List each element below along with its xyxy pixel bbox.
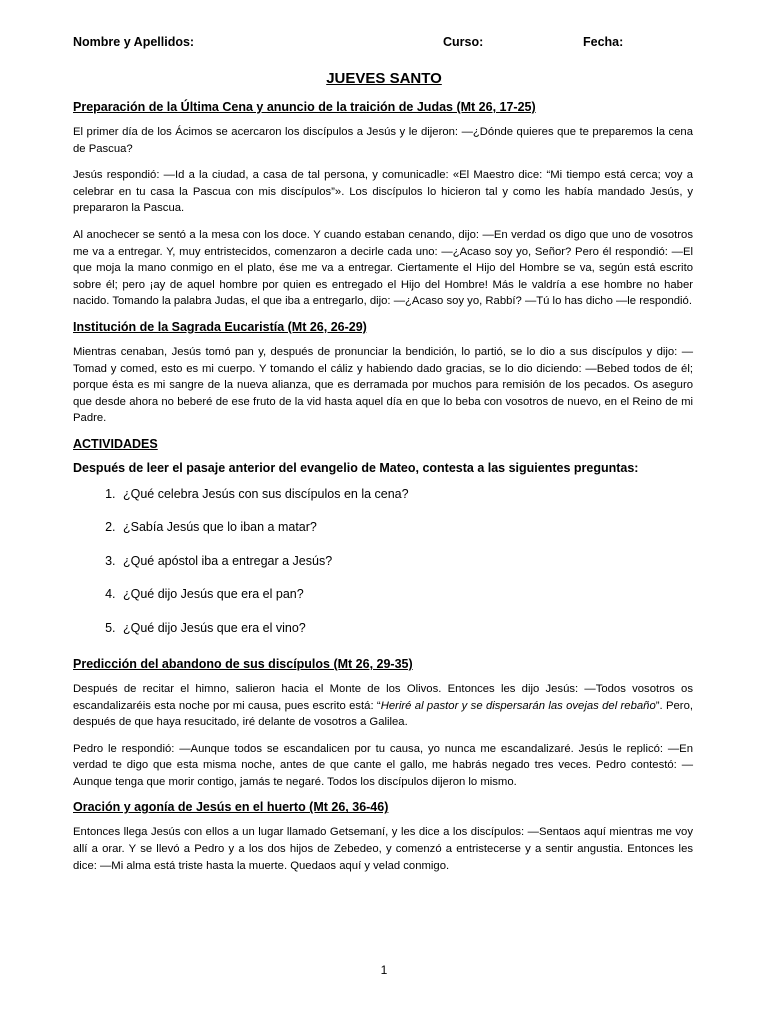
section-last-supper	[73, 100, 693, 310]
paragraph: Pedro le respondió: —Aunque todos se escandalicen por tu causa, yo nunca me escandalizaré. Jesús le replicó: —En verdad te digo que esta misma noche, antes de que cante el gallo, me habrás negado tres veces. Pedro contestó: —Aunque tenga que morir contigo, jamás te negaré. Todos los discípulos dijeron lo mismo.	[73, 742, 693, 788]
question-item: 1. ¿Qué celebra Jesús con sus discípulos en la cena?	[119, 487, 693, 501]
paragraph-text: Después de recitar el himno, salieron hacia el Monte de los Olivos. Entonces les dijo Jesús: —Todos vosotros os escandalizaréis esta noche por mi causa, pues escrito está: “	[73, 682, 693, 712]
document-body	[73, 100, 693, 884]
page-title: JUEVES SANTO	[326, 70, 442, 87]
section-heading: Preparación de la Última Cena y anuncio de la traición de Judas (Mt 26, 17-25)	[73, 100, 536, 114]
paragraph: Jesús respondió: —Id a la ciudad, a casa de tal persona, y comunicadle: «El Maestro dice: “Mi tiempo está cerca; voy a celebrar en tu casa la Pascua con mis discípulos”». Los discípulos lo hicieron tal y como les había mandado Jesús, y prepararon la Pascua.	[73, 169, 693, 215]
question-item: 2. ¿Sabía Jesús que lo iban a matar?	[119, 520, 693, 534]
section-garden	[73, 800, 693, 874]
paragraph-text: ”. Pero, después de que haya resucitado, iré delante de vosotros a Galilea.	[73, 699, 693, 729]
questions-list	[73, 487, 693, 635]
scripture-quote: Heriré al pastor y se dispersarán las ovejas del rebaño	[380, 699, 656, 712]
paragraph: Al anochecer se sentó a la mesa con los doce. Y cuando estaban cenando, dijo: —En verdad os digo que uno de vosotros me va a entregar. Y, muy entristecidos, comenzaron a decirle cada uno: —¿Acaso soy yo, Señor? Pero él respondió: —El que moja la mano conmigo en el plato, ése me va a entregar. Ciertamente el Hijo del Hombre se va, según está escrito sobre él; pero ¡ay de aquel hombre por quien es entregado el Hijo del Hombre! Más le valdría a ese hombre no haber nacido. Tomando la palabra Judas, el que iba a entregarlo, dijo: —¿Acaso soy yo, Rabbí? —Tú lo has dicho —le respondió.	[73, 228, 693, 308]
course-label: Curso:	[443, 35, 484, 49]
question-item: 3. ¿Qué apóstol iba a entregar a Jesús?	[119, 554, 693, 568]
date-label: Fecha:	[583, 35, 624, 49]
activities-label: ACTIVIDADES	[73, 436, 158, 451]
question-item: 4. ¿Qué dijo Jesús que era el pan?	[119, 587, 693, 601]
section-abandonment	[73, 657, 693, 791]
paragraph: Mientras cenaban, Jesús tomó pan y, después de pronunciar la bendición, lo partió, se lo dio a sus discípulos y dijo: —Tomad y comed, esto es mi cuerpo. Y tomando el cáliz y habiendo dado gracias, se lo dio diciendo: —Bebed todos de él; porque ésta es mi sangre de la nueva alianza, que es derramada por muchos para remisión de los pecados. Os aseguro que desde ahora no beberé de ese fruto de la vid hasta aquel día en que lo beba con vosotros de nuevo, en el Reino de mi Padre.	[73, 345, 693, 425]
section-eucharist	[73, 320, 693, 427]
question-item: 5. ¿Qué dijo Jesús que era el vino?	[119, 621, 693, 635]
section-heading: Oración y agonía de Jesús en el huerto (Mt 26, 36-46)	[73, 800, 389, 815]
section-heading: Predicción del abandono de sus discípulos (Mt 26, 29-35)	[73, 656, 413, 671]
paragraph: El primer día de los Ácimos se acercaron los discípulos a Jesús y le dijeron: —¿Dónde quieres que te preparemos la cena de Pascua?	[73, 126, 693, 155]
name-label: Nombre y Apellidos:	[73, 35, 195, 49]
paragraph: Entonces llega Jesús con ellos a un lugar llamado Getsemaní, y les dice a los discípulos: —Sentaos aquí mientras me voy allí a orar. Y se llevó a Pedro y a los dos hijos de Zebedeo, y comenzó a entristecerse y a sentir angustia. Entonces les dice: —Mi alma está triste hasta la muerte. Quedaos aquí y velad conmigo.	[73, 826, 693, 872]
activities-section	[73, 437, 693, 635]
page-number: 1	[380, 963, 388, 977]
activities-instructions: Después de leer el pasaje anterior del evangelio de Mateo, contesta a las siguientes preguntas:	[73, 460, 639, 475]
paragraph	[73, 681, 693, 731]
section-heading: Institución de la Sagrada Eucaristía (Mt 26, 26-29)	[73, 319, 367, 334]
